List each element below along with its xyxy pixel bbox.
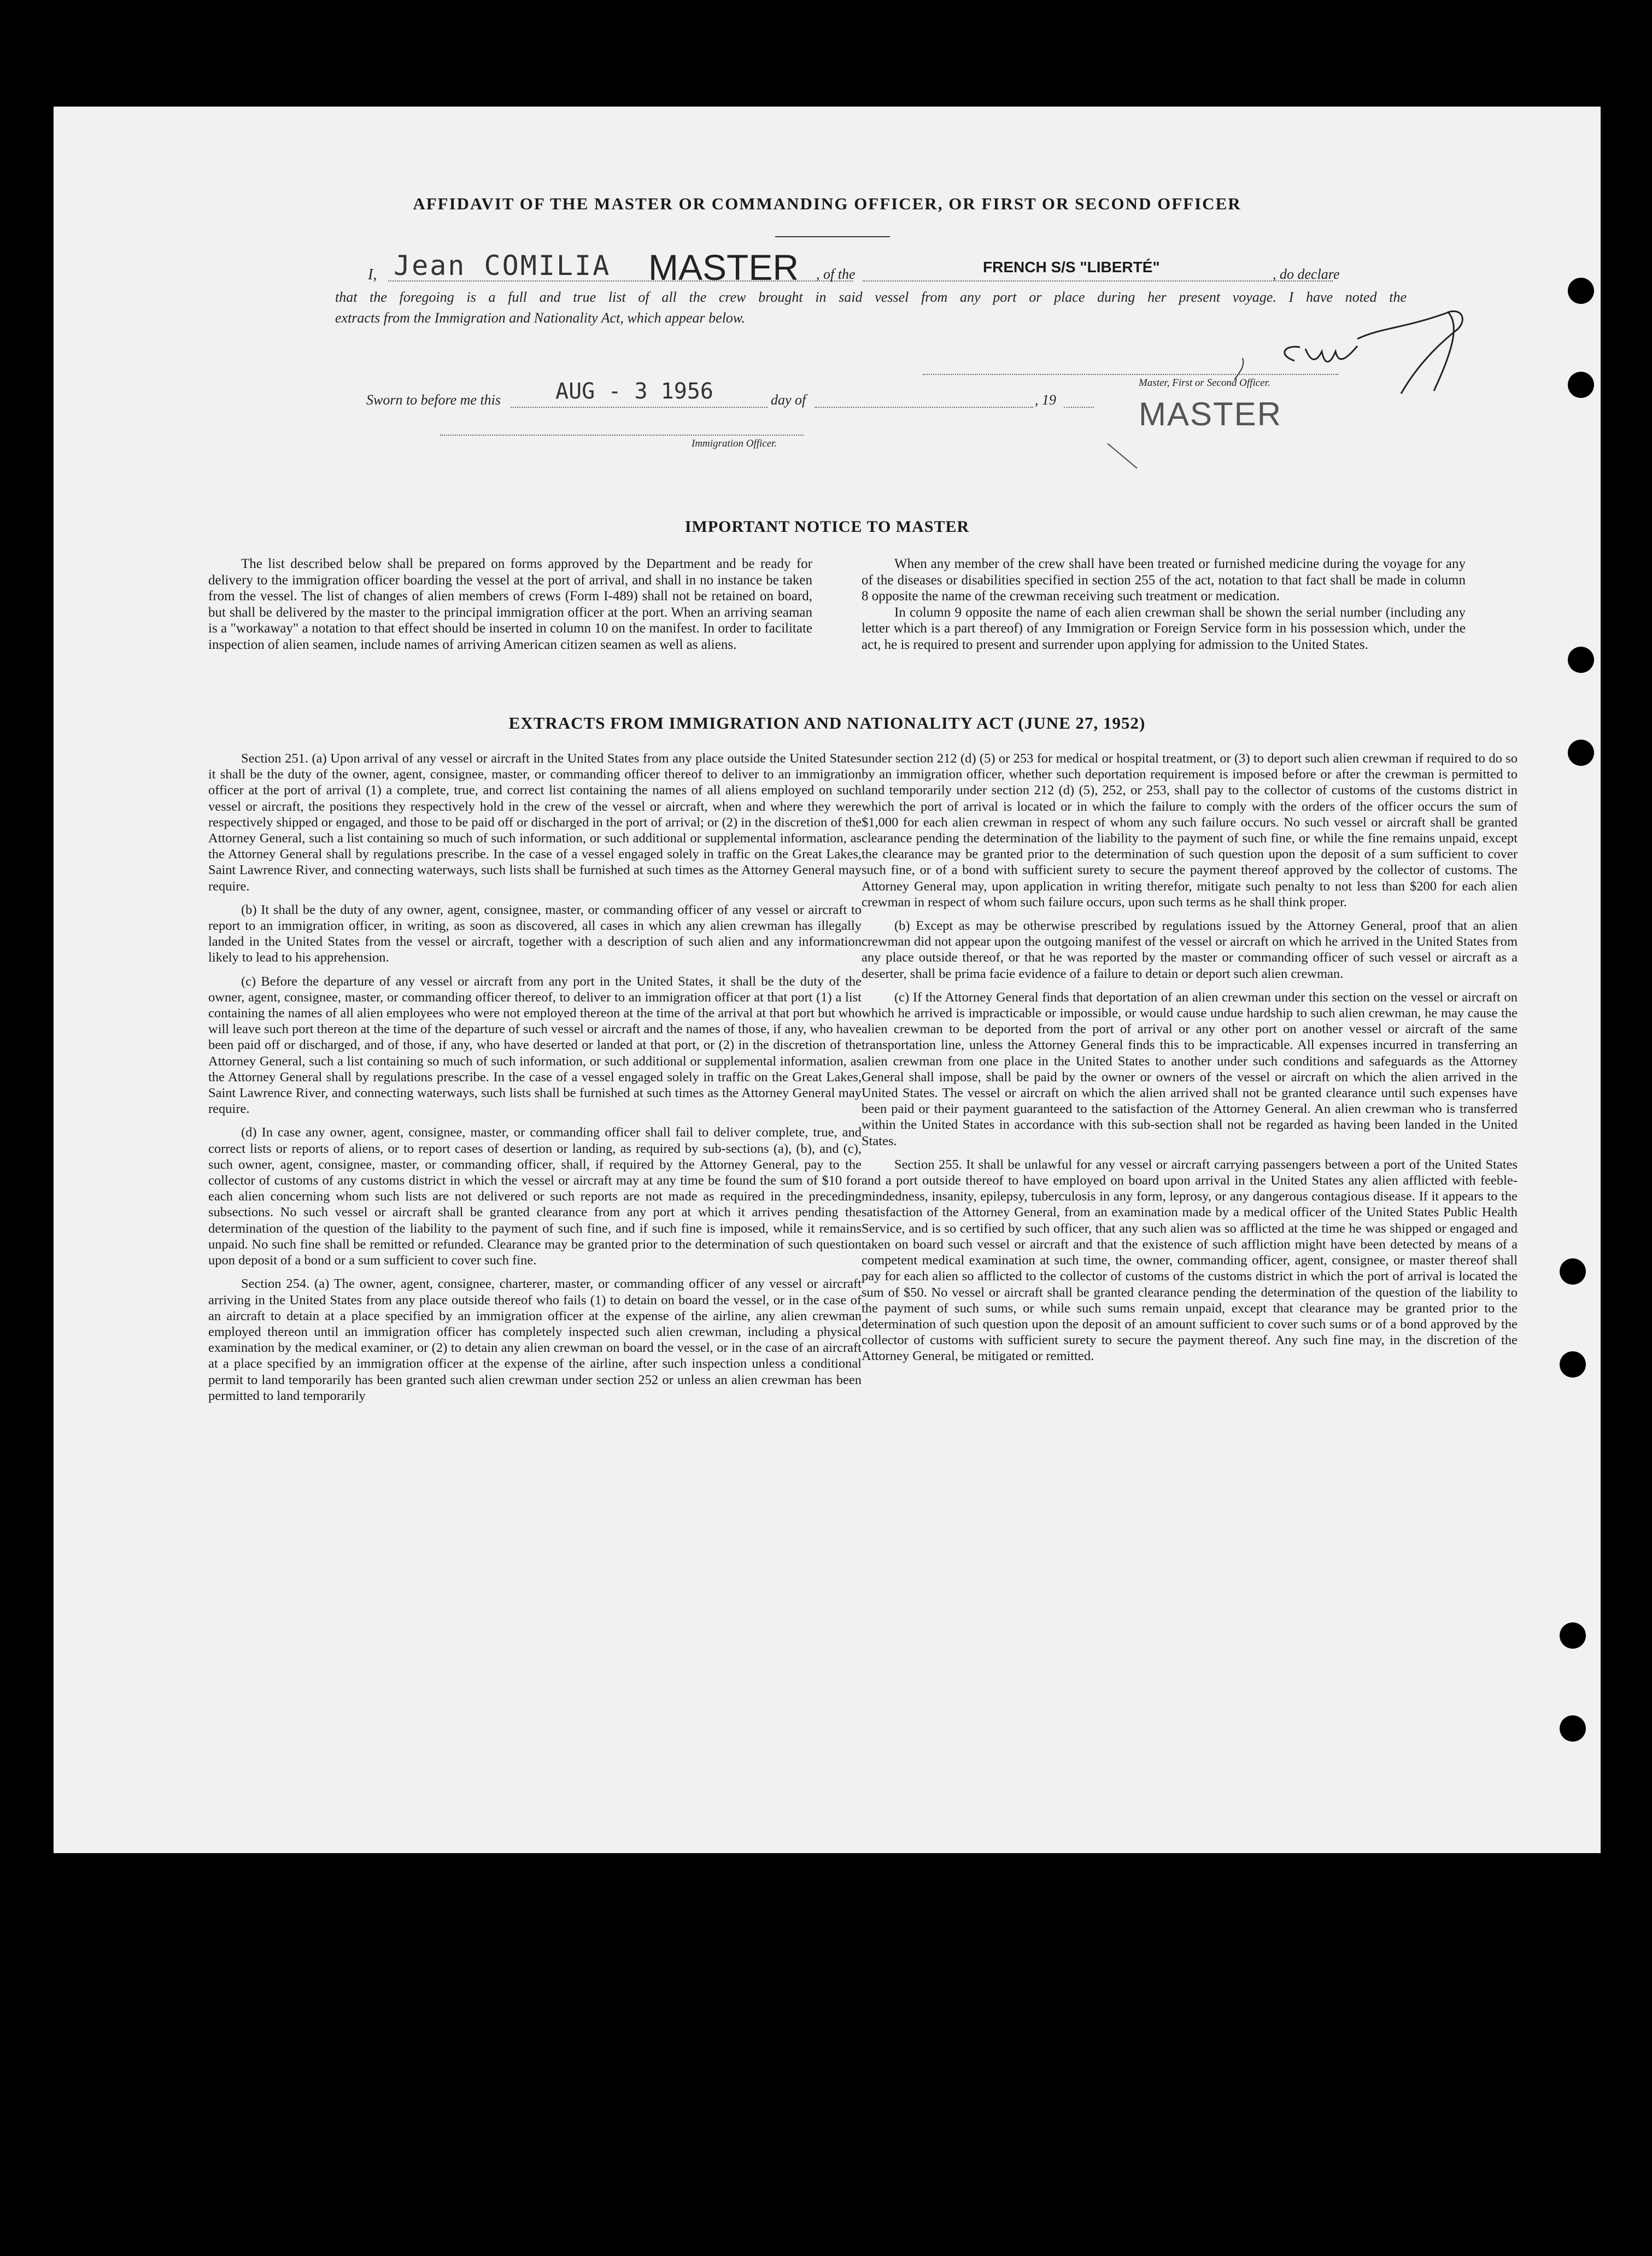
affidavit-statement-cont: extracts from the Immigration and Nationality Act, which appear below. xyxy=(335,310,745,326)
day-of-label: day of xyxy=(771,392,806,408)
signature-caption: Master, First or Second Officer. xyxy=(1139,377,1270,389)
affidavit-prefix: I, xyxy=(368,266,377,283)
extract-paragraph: Section 251. (a) Upon arrival of any vessel or aircraft in the United States from any place outside the United States it shall be the duty of the owner, agent, consignee, master, or commanding officer thereof to deliver to an immigration officer at the port of arrival (1) a complete, true, and correct list containing the names of all aliens employed on such vessel or aircraft, the positions they respectively hold in the crew of the vessel or aircraft, when and where they were respectively shipped or engaged, and those to be paid off or discharged in the port of arrival; or (2) in the discretion of the Attorney General, such a list containing so much of such information, or such additional or supplemental information, as the Attorney General shall by regulations prescribe. In the case of a vessel engaged solely in traffic on the Great Lakes, Saint Lawrence River, and connecting waterways, such lists shall be furnished at such times as the Attorney General may require. xyxy=(208,751,862,894)
extract-paragraph: (b) It shall be the duty of any owner, agent, consignee, master, or commanding officer of any vessel or aircraft to report to an immigration officer, in writing, as soon as discovered, all cases in which any alien crewman has illegally landed in the United States from the vessel or aircraft, together with a description of such alien and any information likely to lead to his apprehension. xyxy=(208,902,862,965)
extract-paragraph: under section 212 (d) (5) or 253 for medical or hospital treatment, or (3) to deport such alien crewman if required to do so by an immigration officer, whether such deportation requirement is imposed before or after the crewman is permitted to land temporarily under section 212 (d) (5), 252, or 253, shall pay to the collector of customs of the customs district in which the port of arrival is located or in which the failure to comply with the orders of the officer occurs the sum of $1,000 for each alien crewman in respect of whom any such failure occurs. No such vessel or aircraft shall be granted clearance pending the determination of the liability to the payment of such fine, or while the fine remains unpaid, except the clearance may be granted prior to the determination of such question upon the deposit of a sum sufficient to cover such fine, or of a bond with sufficient surety to secure the payment thereof approved by the collector of customs. The Attorney General may, upon application in writing therefor, mitigate such penalty to not less than $200 for each alien crewman in respect of whom such failure occurs, upon such terms as he shall think proper. xyxy=(862,751,1518,910)
year-label: , 19 xyxy=(1035,392,1056,408)
notice-right-paragraph-1: When any member of the crew shall have been treated or furnished medicine during the voyage for any of the diseases or disabilities specified in section 255 of the act, notation to that fact shall be made in column 8 opposite the name of the crewman receiving such treatment or medication. xyxy=(862,556,1466,603)
extract-paragraph: (b) Except as may be otherwise prescribed by regulations issued by the Attorney General, proof that an alien crewman did not appear upon the outgoing manifest of the vessel or aircraft on which he arrived in the United States from any place outside thereof, or that he was reported by the master or commanding officer of such vessel or aircraft as a deserter, shall be prima facie evidence of a failure to detain or deport such alien crewman. xyxy=(862,918,1518,981)
affidavit-statement: that the foregoing is a full and true list of all the crew brought in said vessel from any port or place during her present voyage. I have noted the xyxy=(335,289,1407,305)
punch-hole xyxy=(1560,1715,1586,1742)
punch-hole xyxy=(1560,1351,1586,1378)
notice-title: IMPORTANT NOTICE TO MASTER xyxy=(684,518,970,536)
extracts-title: EXTRACTS FROM IMMIGRATION AND NATIONALITY ACT (JUNE 27, 1952) xyxy=(508,713,1146,733)
notice-left-paragraph: The list described below shall be prepared on forms approved by the Department and be ready for delivery to the immigration officer boarding the vessel at the port of arrival, and shall in no instance be taken from the vessel. The list of changes of alien members of crews (Form I-489) shall not be retained on board, but shall be delivered by the master to the principal immigration officer at the port. When an arriving seaman is a "workaway" a notation to that effect should be inserted in column 10 on the manifest. In order to facilitate inspection of alien seamen, include names of arriving American citizen seamen as well as aliens. xyxy=(208,556,812,652)
master-stamp: MASTER xyxy=(1139,396,1282,432)
extract-paragraph: Section 254. (a) The owner, agent, consignee, charterer, master, or commanding officer of any vessel or aircraft arriving in the United States from any place outside thereof who fails (1) to detain on board the vessel, or in the case of an aircraft to detain at a place specified by an immigration officer at the expense of the airline, any alien crewman employed thereon until an immigration officer has completely inspected such alien crewman, including a physical examination by the medical examiner, or (2) to detain any alien crewman on board the vessel, or in the case of an aircraft at a place specified by an immigration officer at the expense of the airline, after such inspection unless a conditional permit to land temporarily has been granted such alien crewman under section 252 or unless an alien crewman has been permitted to land temporarily xyxy=(208,1276,862,1403)
punch-hole xyxy=(1568,278,1594,304)
punch-hole xyxy=(1568,740,1594,766)
signature-line xyxy=(923,374,1338,375)
sworn-label: Sworn to before me this xyxy=(366,392,501,408)
notice-right-column xyxy=(862,556,1466,660)
month-line xyxy=(815,407,1033,408)
of-the-label: , of the xyxy=(816,266,856,282)
vessel-name: FRENCH S/S "LIBERTÉ" xyxy=(983,259,1160,276)
officer-caption: Immigration Officer. xyxy=(692,438,777,449)
punch-hole xyxy=(1568,647,1594,673)
extract-paragraph: (d) In case any owner, agent, consignee, master, or commanding officer shall fail to deliver complete, true, and correct lists or reports of aliens, or to report cases of desertion or landing, as required by sub-sections (a), (b), and (c), such owner, agent, consignee, master, or commanding officer, shall, if required by the Attorney General, pay to the collector of customs of any customs district in which the vessel or aircraft may at any time be found the sum of $10 for each alien concerning whom such lists are not delivered or such reports are not made as required in the preceding subsections. No such vessel or aircraft shall be granted clearance from any port at which it arrives pending the determination of the question of the liability to the payment of such fine, and if such fine is imposed, while it remains unpaid. No such fine shall be remitted or refunded. Clearance may be granted prior to the determination of such question upon deposit of a bond or a sum sufficient to cover such fine. xyxy=(208,1125,862,1268)
year-line xyxy=(1064,407,1094,408)
extract-paragraph: (c) If the Attorney General finds that deportation of an alien crewman under this section on the vessel or aircraft on which he arrived is impracticable or impossible, or would cause undue hardship to such alien crewman, he may cause the alien crewman to be deported from the port of arrival or any other port on another vessel or aircraft of the same transportation line, unless the Attorney General finds this to be impracticable. All expenses incurred in transferring an alien crewman from one place in the United States to another under such conditions and safeguards as the Attorney General shall impose, shall be paid by the owner or owners of the vessel or aircraft on which the alien arrived in the United States. The vessel or aircraft on which the alien arrived shall not be granted clearance until such expenses have been paid or their payment guaranteed to the satisfaction of the Attorney General. An alien crewman who is transferred within the United States in accordance with this sub-section shall not be regarded as having been landed in the United States. xyxy=(862,989,1518,1148)
affidavit-title: AFFIDAVIT OF THE MASTER OR COMMANDING OFFICER, OR FIRST OR SECOND OFFICER xyxy=(413,194,1241,213)
extract-paragraph: (c) Before the departure of any vessel or aircraft from any port in the United States, it shall be the duty of the owner, agent, consignee, master, or commanding officer thereof, to deliver to an immigration officer at that port (1) a list containing the names of all alien employees who were not employed thereon at the time of the arrival at that port but who will leave such port thereon at the time of the departure of such vessel or aircraft and the names of those, if any, who have been paid off or discharged, and of those, if any, who have deserted or landed at that port, or (2) in the discretion of the Attorney General, such a list containing so much of such information, or such additional or supplemental information, as the Attorney General shall by regulations prescribe. In the case of a vessel engaged solely in traffic on the Great Lakes, Saint Lawrence River, and connecting waterways, such lists shall be furnished at such times as the Attorney General may require. xyxy=(208,974,862,1117)
extracts-left-column xyxy=(208,751,862,1411)
sworn-date-stamp: AUG - 3 1956 xyxy=(555,379,713,404)
extracts-right-column xyxy=(862,751,1518,1372)
sworn-date-line xyxy=(511,407,768,408)
name-line xyxy=(388,280,853,282)
stray-mark xyxy=(1108,443,1138,469)
extract-paragraph: Section 255. It shall be unlawful for any vessel or aircraft carrying passengers between a port of the United States and a port outside thereof to have employed on board upon arrival in the United States any alien afflicted with feeble-mindedness, insanity, epilepsy, tuberculosis in any form, leprosy, or any dangerous contagious disease. If it appears to the satisfaction of the Attorney General, from an examination made by a medical officer of the United States Public Health Service, and is so certified by such officer, that any such alien was so afflicted at the time he was shipped or engaged and taken on board such vessel or aircraft and that the existence of such affliction might have been detected by means of a competent medical examination at such time, the owner, commanding officer, agent, consignee, or master thereof shall pay for each alien so afflicted to the collector of customs of the customs district in which the port of arrival is located the sum of $50. No vessel or aircraft shall be granted clearance pending the determination of the question of the liability to the payment of such sums, or while such sums remain unpaid, except that clearance may be granted prior to the determination of such question upon the deposit of an amount sufficient to cover such sums or of a bond approved by the collector of customs with sufficient surety to secure the payment thereof. Any such fine may, in the discretion of the Attorney General, be mitigated or remitted. xyxy=(862,1157,1518,1364)
punch-hole xyxy=(1560,1622,1586,1649)
master-name-stamp: Jean COMILIA xyxy=(394,250,611,282)
punch-hole xyxy=(1560,1258,1586,1285)
rank-stamp: MASTER xyxy=(648,247,799,288)
document-sheet xyxy=(54,107,1601,1853)
declare-label: , do declare xyxy=(1273,266,1340,282)
title-divider xyxy=(775,236,890,237)
notice-right-paragraph-2: In column 9 opposite the name of each alien crewman shall be shown the serial number (including any letter which is a part thereof) of any Immigration or Foreign Service form in his possession which, under the act, he is required to present and surrender upon applying for admission to the United States. xyxy=(862,605,1466,652)
punch-hole xyxy=(1568,372,1594,398)
notice-left-column xyxy=(208,556,812,660)
officer-line xyxy=(440,435,804,436)
